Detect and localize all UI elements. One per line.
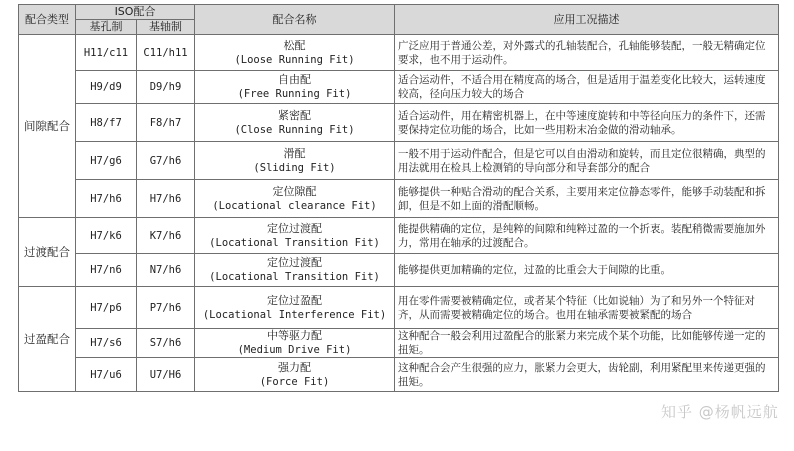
shaft-basis-code: N7/h6 bbox=[137, 254, 195, 287]
fit-table bbox=[18, 4, 779, 392]
fit-table-container bbox=[18, 4, 779, 421]
fit-name bbox=[195, 358, 395, 392]
fit-category: 间隙配合 bbox=[19, 35, 76, 218]
fit-description: 广泛应用于普通公差，对外露式的孔轴装配合，孔轴能够装配，一般无精确定位要求，也不用于运动件。 bbox=[395, 35, 779, 71]
table-row bbox=[19, 218, 779, 254]
hole-basis-code: H7/u6 bbox=[76, 358, 137, 392]
fit-name-cn: 定位过渡配 bbox=[267, 256, 323, 269]
fit-name-cn: 中等驱力配 bbox=[267, 329, 323, 342]
fit-name-cn: 定位过渡配 bbox=[267, 221, 323, 235]
fit-name-en: (Locational Transition Fit) bbox=[209, 271, 380, 283]
fit-description: 这种配合一般会利用过盈配合的胀紧力来完成个某个功能，比如能够传递一定的扭矩。 bbox=[395, 329, 779, 358]
table-row bbox=[19, 104, 779, 142]
table-row bbox=[19, 35, 779, 71]
fit-category: 过渡配合 bbox=[19, 218, 76, 287]
shaft-basis-code: F8/h7 bbox=[137, 104, 195, 142]
fit-name-cn: 定位过盈配 bbox=[267, 293, 323, 307]
shaft-basis-code: H7/h6 bbox=[137, 180, 195, 218]
fit-name bbox=[195, 287, 395, 329]
fit-description: 能够提供一种贴合滑动的配合关系，主要用来定位静态零件，能够手动装配和拆卸，但是不如上面的滑配顺畅。 bbox=[395, 180, 779, 218]
header-iso: ISO配合 bbox=[76, 5, 195, 20]
shaft-basis-code: C11/h11 bbox=[137, 35, 195, 71]
fit-name-cn: 自由配 bbox=[278, 73, 312, 86]
fit-name-en: (Sliding Fit) bbox=[253, 161, 336, 174]
shaft-basis-code: U7/H6 bbox=[137, 358, 195, 392]
fit-name bbox=[195, 254, 395, 287]
header-category: 配合类型 bbox=[19, 5, 76, 35]
shaft-basis-code: S7/h6 bbox=[137, 329, 195, 358]
fit-name-en: (Medium Drive Fit) bbox=[237, 344, 352, 356]
hole-basis-code: H11/c11 bbox=[76, 35, 137, 71]
fit-description: 能提供精确的定位，是纯粹的间隙和纯粹过盈的一个折衷。装配稍微需要施加外力，常用在轴承的过渡配合。 bbox=[395, 218, 779, 254]
header-shaft-basis: 基轴制 bbox=[137, 20, 195, 35]
fit-name-cn: 紧密配 bbox=[278, 108, 312, 122]
fit-name-en: (Locational Interference Fit) bbox=[202, 308, 387, 321]
fit-name bbox=[195, 71, 395, 104]
fit-description: 适合运动件，用在精密机器上，在中等速度旋转和中等径向压力的条件下，还需要保持定位功能的场合，比如一些用粉末冶金做的滑动轴承。 bbox=[395, 104, 779, 142]
shaft-basis-code: G7/h6 bbox=[137, 142, 195, 180]
shaft-basis-code: D9/h9 bbox=[137, 71, 195, 104]
fit-name bbox=[195, 35, 395, 71]
shaft-basis-code: P7/h6 bbox=[137, 287, 195, 329]
header-hole-basis: 基孔制 bbox=[76, 20, 137, 35]
hole-basis-code: H7/s6 bbox=[76, 329, 137, 358]
shaft-basis-code: K7/h6 bbox=[137, 218, 195, 254]
fit-name-en: (Force Fit) bbox=[259, 375, 330, 388]
fit-name-cn: 滑配 bbox=[283, 146, 306, 160]
fit-name-cn: 定位隙配 bbox=[272, 184, 317, 198]
table-row bbox=[19, 287, 779, 329]
fit-name-cn: 强力配 bbox=[278, 360, 312, 374]
hole-basis-code: H7/k6 bbox=[76, 218, 137, 254]
header-name: 配合名称 bbox=[195, 5, 395, 35]
hole-basis-code: H7/h6 bbox=[76, 180, 137, 218]
fit-name bbox=[195, 142, 395, 180]
fit-name bbox=[195, 180, 395, 218]
fit-name bbox=[195, 104, 395, 142]
hole-basis-code: H8/f7 bbox=[76, 104, 137, 142]
table-row bbox=[19, 254, 779, 287]
fit-name bbox=[195, 329, 395, 358]
header-description: 应用工况描述 bbox=[395, 5, 779, 35]
table-row bbox=[19, 329, 779, 358]
fit-name-en: (Close Running Fit) bbox=[234, 123, 355, 136]
table-row bbox=[19, 142, 779, 180]
fit-name-en: (Locational clearance Fit) bbox=[212, 199, 377, 212]
table-row bbox=[19, 358, 779, 392]
hole-basis-code: H7/n6 bbox=[76, 254, 137, 287]
watermark: 知乎 @杨帆远航 bbox=[661, 403, 779, 421]
fit-description: 这种配合会产生很强的应力，胀紧力会更大，齿轮副，利用紧配里来传递更强的扭矩。 bbox=[395, 358, 779, 392]
fit-name-en: (Free Running Fit) bbox=[237, 88, 352, 100]
fit-name-en: (Locational Transition Fit) bbox=[209, 236, 380, 249]
fit-name bbox=[195, 218, 395, 254]
fit-name-cn: 松配 bbox=[283, 38, 306, 52]
fit-description: 用在零件需要被精确定位，或者某个特征（比如说轴）为了和另外一个特征对齐，从而需要被精确定位的场合。也用在轴承需要被紧配的场合 bbox=[395, 287, 779, 329]
hole-basis-code: H9/d9 bbox=[76, 71, 137, 104]
hole-basis-code: H7/p6 bbox=[76, 287, 137, 329]
fit-category: 过盈配合 bbox=[19, 287, 76, 392]
table-row bbox=[19, 71, 779, 104]
fit-description: 适合运动件，不适合用在精度高的场合，但是适用于温差变化比较大，运转速度较高，径向压力较大的场合 bbox=[395, 71, 779, 104]
fit-description: 一般不用于运动件配合，但是它可以自由滑动和旋转，而且定位很精确，典型的用法就用在检具上检测销的导向部分和导套部分的配合 bbox=[395, 142, 779, 180]
hole-basis-code: H7/g6 bbox=[76, 142, 137, 180]
fit-name-en: (Loose Running Fit) bbox=[234, 53, 355, 66]
table-row bbox=[19, 180, 779, 218]
fit-description: 能够提供更加精确的定位，过盈的比重会大于间隙的比重。 bbox=[395, 254, 779, 287]
